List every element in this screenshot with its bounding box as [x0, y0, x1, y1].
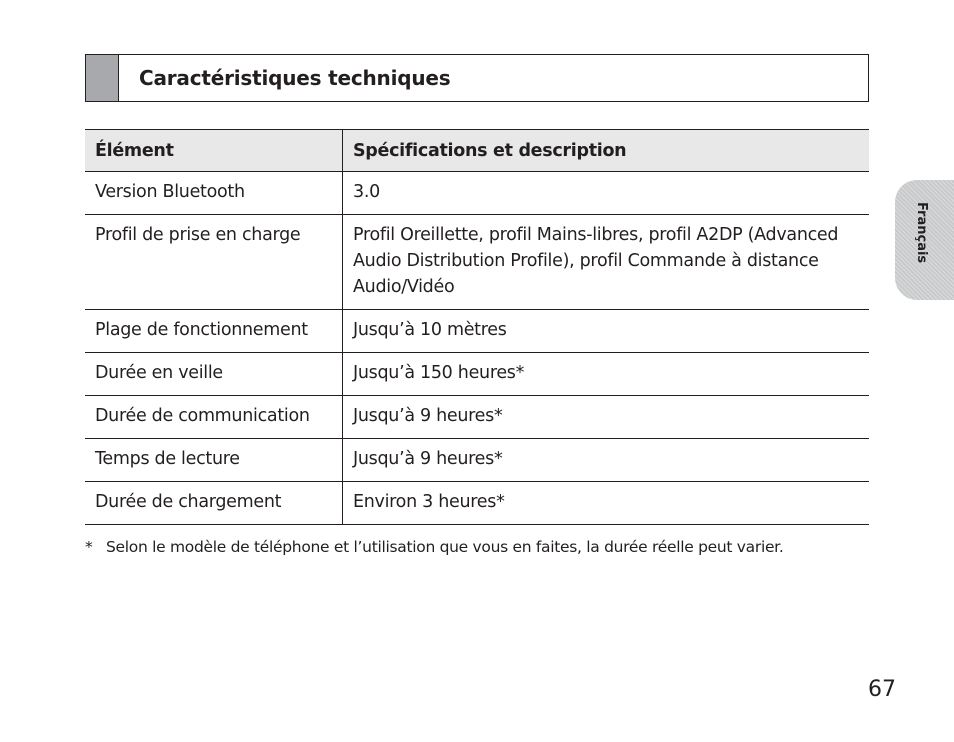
- column-header-specifications: Spécifications et description: [353, 140, 627, 161]
- row-label: Plage de fonctionnement: [85, 310, 343, 353]
- page-number: 67: [868, 677, 896, 702]
- row-label: Durée en veille: [85, 353, 343, 396]
- section-title: Caractéristiques techniques: [139, 66, 451, 90]
- row-value: Environ 3 heures*: [353, 492, 505, 512]
- footnote-text: Selon le modèle de téléphone et l’utilisation que vous en faites, la durée réelle peut varier.: [106, 538, 784, 556]
- table-row: [85, 215, 869, 310]
- row-value: Jusqu’à 150 heures*: [353, 363, 525, 383]
- row-value: Jusqu’à 9 heures*: [353, 406, 503, 426]
- language-tab: [895, 180, 954, 300]
- table-header-row: [85, 130, 869, 172]
- row-value: Jusqu’à 9 heures*: [353, 449, 503, 469]
- row-label: Durée de communication: [85, 396, 343, 439]
- footnote-marker: *: [85, 538, 93, 556]
- section-header: [85, 54, 869, 102]
- specifications-table: [85, 129, 869, 525]
- table-row: [85, 439, 869, 482]
- section-marker: [86, 55, 119, 101]
- table-row: [85, 396, 869, 439]
- row-label: Durée de chargement: [85, 482, 343, 525]
- row-value: 3.0: [353, 182, 380, 202]
- row-label: Temps de lecture: [85, 439, 343, 482]
- footnote: [85, 538, 783, 556]
- language-tab-label: Français: [914, 202, 929, 264]
- table-row: [85, 172, 869, 215]
- row-label: Version Bluetooth: [85, 172, 343, 215]
- row-value: Jusqu’à 10 mètres: [353, 320, 507, 340]
- table-row: [85, 310, 869, 353]
- column-header-element: Élément: [85, 130, 343, 172]
- row-label: Profil de prise en charge: [85, 215, 343, 310]
- table-row: [85, 353, 869, 396]
- row-value: Profil Oreillette, profil Mains-libres, profil A2DP (Advanced Audio Distribution Profile), profil Commande à distance Audio/Vidéo: [353, 225, 839, 297]
- table-row: [85, 482, 869, 525]
